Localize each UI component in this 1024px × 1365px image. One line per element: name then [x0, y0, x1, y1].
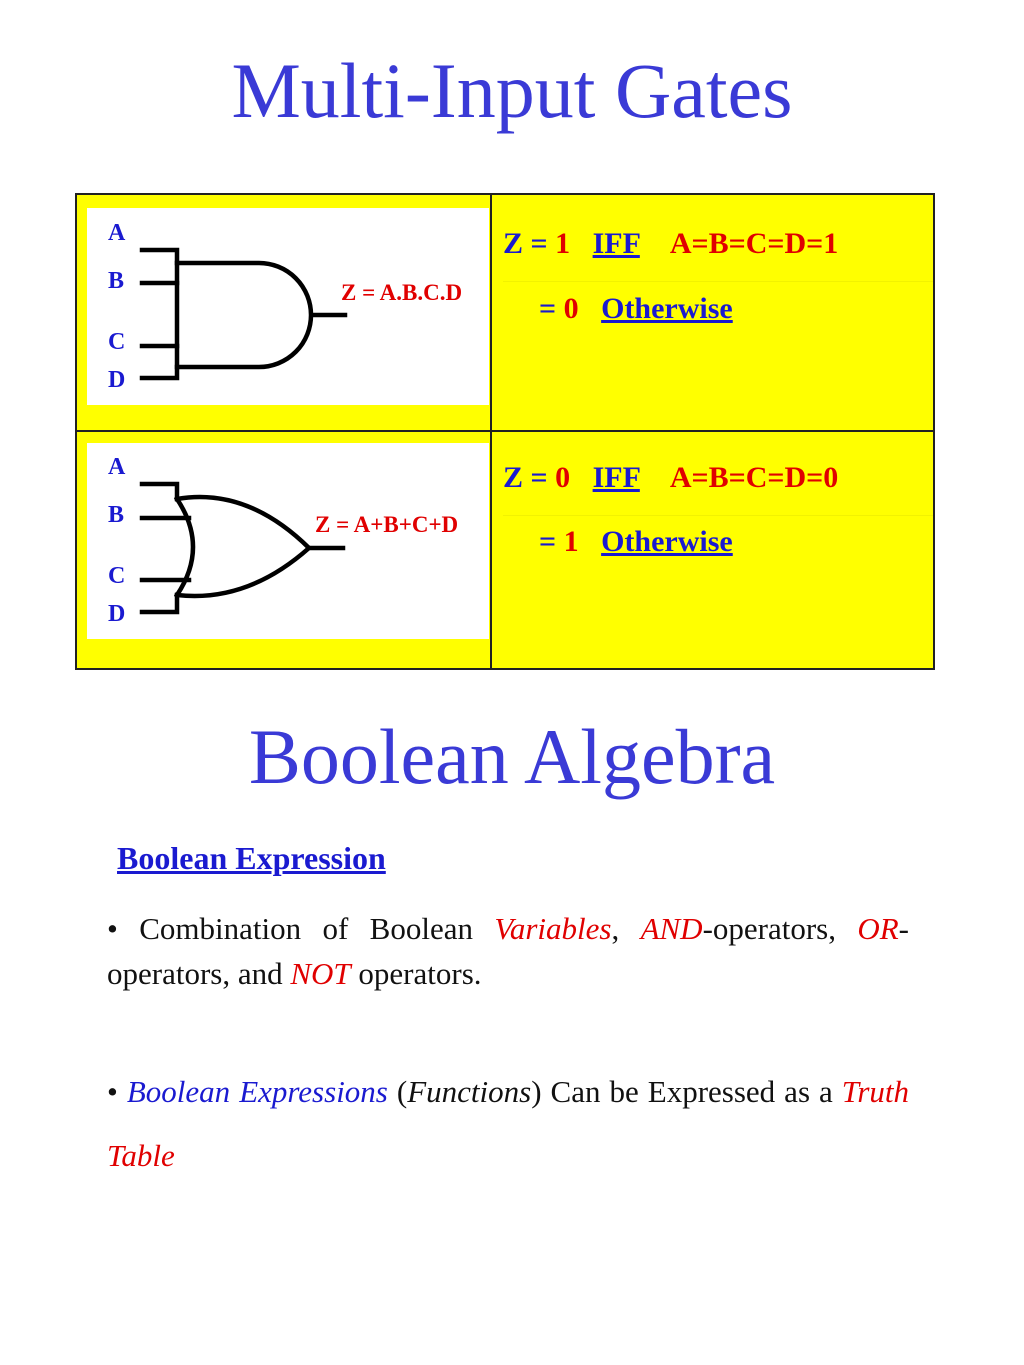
and-otherwise-eq: =	[539, 292, 557, 325]
and-input-c-label: C	[108, 329, 126, 355]
or-otherwise-eq: =	[539, 525, 557, 558]
bullet-marker: •	[107, 1074, 118, 1109]
bullet1-text-1: Combination of Boolean	[117, 911, 495, 946]
or-otherwise-value: 1	[563, 525, 579, 558]
bullet1-text-3: -operators,	[702, 911, 858, 946]
and-otherwise-label: Otherwise	[601, 292, 733, 325]
term-not: NOT	[290, 956, 351, 991]
page-title: Multi-Input Gates	[231, 47, 793, 134]
or-condition	[503, 461, 838, 495]
and-z-label: Z =	[503, 227, 548, 260]
and-z-value: 1	[555, 227, 571, 260]
bullet1-text-2: ,	[611, 911, 641, 946]
or-input-a-label: A	[108, 454, 126, 480]
or-input-d-label: D	[108, 601, 126, 627]
or-z-value: 0	[555, 461, 571, 494]
or-gate-svg	[87, 443, 489, 639]
or-otherwise-label: Otherwise	[601, 525, 733, 558]
bullet1-text-4: -operators, and	[107, 911, 909, 991]
bullet2-text-2: ) Can be Expressed as a	[531, 1074, 842, 1109]
or-input-c-label: C	[108, 563, 126, 589]
bullet1-text-5: operators.	[350, 956, 482, 991]
section-title: Boolean Algebra	[248, 713, 776, 800]
and-input-d-label: D	[108, 367, 126, 393]
or-clause: A=B=C=D=0	[669, 461, 839, 494]
bullet2-text-1: (	[387, 1074, 408, 1109]
gate-row-and	[77, 195, 933, 432]
or-cell-line	[503, 515, 933, 516]
and-cell-line	[503, 281, 933, 282]
and-expression: Z = A.B.C.D	[341, 280, 463, 305]
bullet-truth-table	[107, 1060, 909, 1188]
gate-row-or	[77, 432, 933, 668]
or-z-label: Z =	[503, 461, 548, 494]
and-gate-svg	[87, 208, 489, 405]
and-gate-symbol	[142, 250, 345, 378]
or-otherwise	[539, 525, 733, 559]
or-gate-symbol	[142, 484, 343, 612]
and-otherwise	[539, 292, 733, 326]
and-gate-diagram	[87, 208, 489, 405]
subheading: Boolean Expression	[117, 840, 386, 876]
term-and: AND	[640, 911, 703, 946]
and-input-a-label: A	[108, 220, 126, 246]
and-iff: IFF	[592, 227, 640, 260]
or-expression: Z = A+B+C+D	[315, 512, 459, 537]
term-or: OR	[857, 911, 899, 946]
and-condition	[503, 227, 838, 261]
and-otherwise-value: 0	[563, 292, 579, 325]
or-input-b-label: B	[108, 502, 125, 528]
or-gate-diagram	[87, 443, 489, 639]
and-input-b-label: B	[108, 268, 125, 294]
gate-table	[75, 193, 935, 670]
bullet-marker: •	[107, 911, 118, 946]
term-truth-table: Truth Table	[107, 1074, 910, 1173]
or-iff: IFF	[592, 461, 640, 494]
term-functions: Functions	[407, 1074, 532, 1109]
term-boolean-expressions: Boolean Expressions	[126, 1074, 388, 1109]
and-clause: A=B=C=D=1	[669, 227, 839, 260]
bullet-combination	[107, 906, 909, 996]
term-variables: Variables	[494, 911, 612, 946]
